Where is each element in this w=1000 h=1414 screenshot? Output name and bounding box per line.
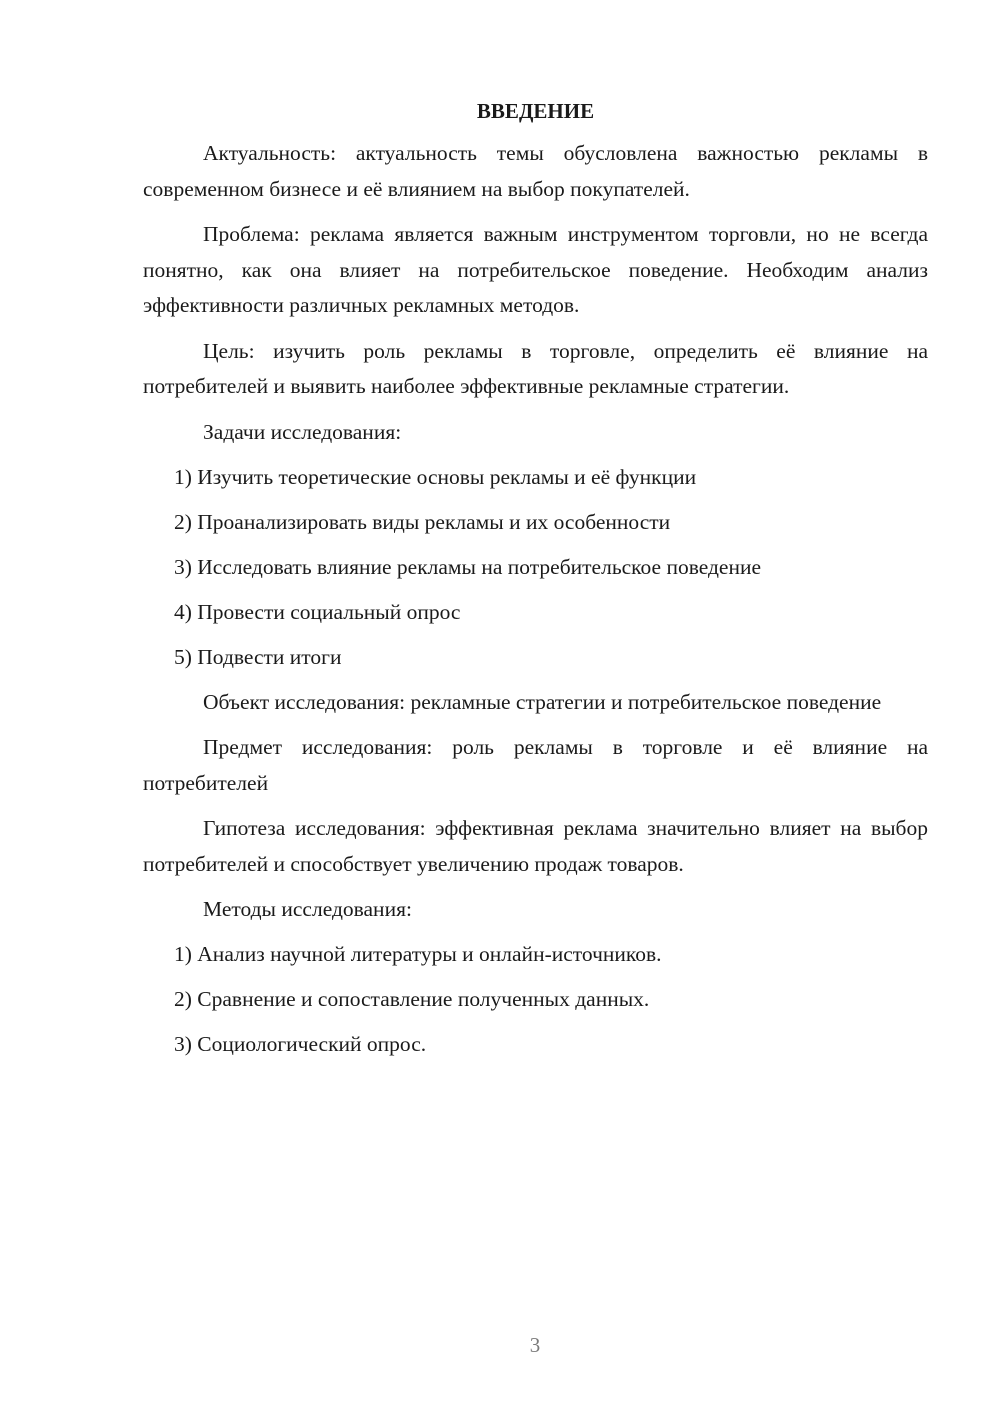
task-item: 1) Изучить теоретические основы рекламы и её функции [174, 464, 697, 489]
methods-heading: Методы исследования: [203, 897, 412, 921]
section-title: ВВЕДЕНИЕ [476, 99, 595, 123]
method-item: 1) Анализ научной литературы и онлайн-источников. [174, 942, 662, 966]
document-body [143, 96, 928, 1072]
task-item: 3) Исследовать влияние рекламы на потребительское поведение [174, 554, 762, 579]
hypothesis-paragraph: Гипотеза исследования: эффективная реклама значительно влияет на выбор потребителей и способствует увеличению продаж товаров. [143, 816, 928, 876]
tasks-heading: Задачи исследования: [203, 419, 402, 444]
task-item: 5) Подвести итоги [174, 644, 342, 669]
method-item: 2) Сравнение и сопоставление полученных данных. [174, 987, 650, 1011]
relevance-paragraph: Актуальность: актуальность темы обусловлена важностью рекламы в современном бизнесе и её влиянием на выбор покупателей. [143, 141, 928, 201]
object-paragraph: Объект исследования: рекламные стратегии и потребительское поведение [203, 689, 882, 714]
method-item: 3) Социологический опрос. [174, 1032, 427, 1056]
task-item: 4) Провести социальный опрос [174, 599, 461, 624]
page-number: 3 [529, 1333, 541, 1357]
subject-paragraph: Предмет исследования: роль рекламы в торговле и её влияние на потребителей [143, 735, 928, 795]
problem-paragraph: Проблема: реклама является важным инструментом торговли, но не всегда понятно, как она влияет на потребительское поведение. Необходим анализ эффективности различных рекламных методов. [143, 222, 928, 317]
goal-paragraph: Цель: изучить роль рекламы в торговле, определить её влияние на потребителей и выявить наиболее эффективные рекламные стратегии. [143, 338, 928, 398]
task-item: 2) Проанализировать виды рекламы и их особенности [174, 509, 671, 534]
